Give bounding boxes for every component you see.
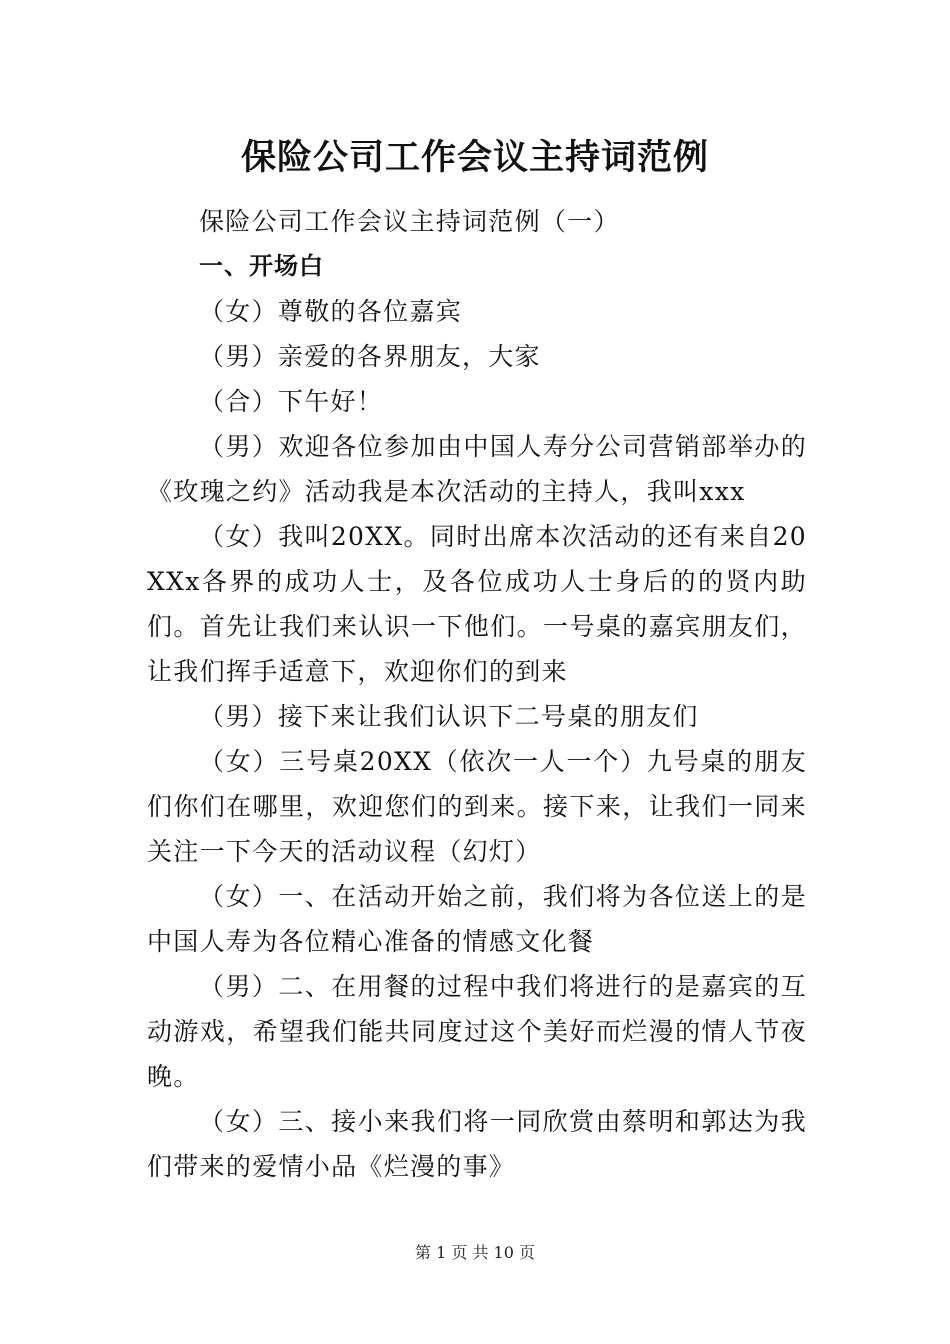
paragraph-3: （合）下午好！ (199, 387, 384, 416)
page-footer: 第 1 页 共 10 页 (415, 1243, 535, 1262)
paragraph-8: （女）一、在活动开始之前，我们将为各位送上的是中国人寿为各位精心准备的情感文化餐 (147, 882, 807, 956)
paragraph-10: （女）三、接小来我们将一同欣赏由蔡明和郭达为我们带来的爱情小品《烂漫的事》 (147, 1107, 807, 1181)
paragraph-5: （女）我叫20XX。同时出席本次活动的还有来自20XXx各界的成功人士，及各位成功人士身后的的贤内助们。首先让我们来认识一下他们。一号桌的嘉宾朋友们，让我们挥手适意下，欢迎你们的到来 (147, 522, 807, 686)
paragraph-4: （男）欢迎各位参加由中国人寿分公司营销部举办的《玫瑰之约》活动我是本次活动的主持人，我叫xxx (147, 432, 807, 506)
document-body (147, 199, 807, 1189)
paragraph-9: （男）二、在用餐的过程中我们将进行的是嘉宾的互动游戏，希望我们能共同度过这个美好而烂漫的情人节夜晚。 (147, 972, 807, 1091)
paragraph-1: （女）尊敬的各位嘉宾 (199, 297, 463, 326)
paragraph-2: （男）亲爱的各界朋友，大家 (199, 342, 541, 371)
document-title: 保险公司工作会议主持词范例 (240, 137, 709, 178)
paragraph-6: （男）接下来让我们认识下二号桌的朋友们 (199, 702, 699, 731)
subtitle: 保险公司工作会议主持词范例（一） (199, 207, 620, 236)
section-heading: 一、开场白 (199, 252, 324, 280)
paragraph-7: （女）三号桌20XX（依次一人一个）九号桌的朋友们你们在哪里，欢迎您们的到来。接下来，让我们一同来关注一下今天的活动议程（幻灯） (147, 747, 807, 866)
